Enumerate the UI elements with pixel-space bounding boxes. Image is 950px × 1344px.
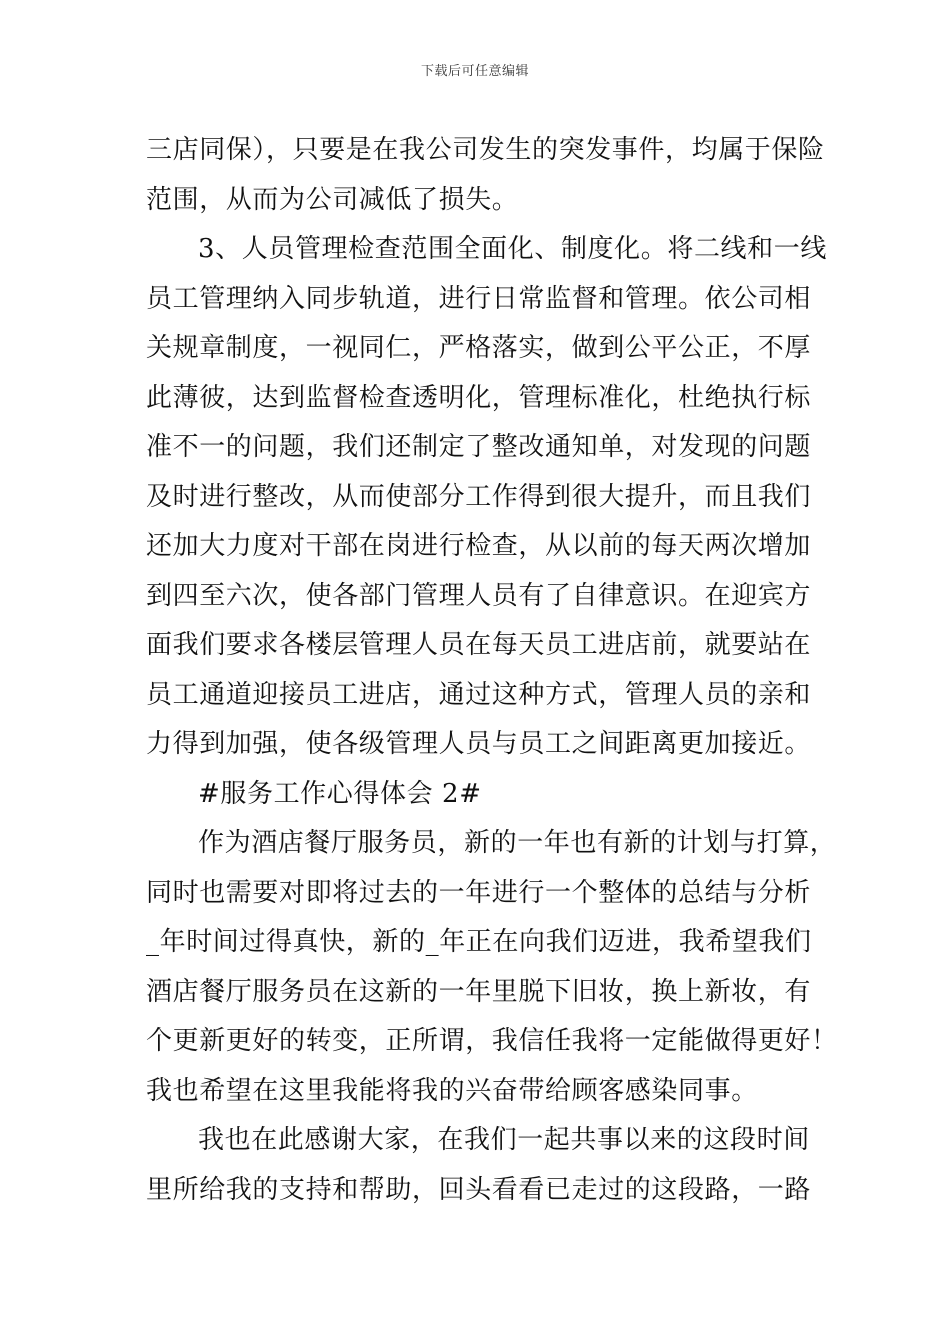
text-line: 员工管理纳入同步轨道，进行日常监督和管理。依公司相 xyxy=(146,283,812,314)
text-line: 关规章制度，一视同仁，严格落实，做到公平公正，不厚 xyxy=(146,333,812,363)
text-line: 同时也需要对即将过去的一年进行一个整体的总结与分析 xyxy=(146,877,812,908)
text-line: 还加大力度对干部在岗进行检查，从以前的每天两次增加 xyxy=(146,531,812,561)
text-line: 及时进行整改，从而使部分工作得到很大提升，而且我们 xyxy=(146,481,812,512)
text-line: 个更新更好的转变，正所谓，我信任我将一定能做得更好！ xyxy=(146,1026,838,1056)
text-line: 范围，从而为公司减低了损失。 xyxy=(146,184,519,215)
text-line: 准不一的问题，我们还制定了整改通知单，对发现的问题 xyxy=(146,432,812,462)
document-body xyxy=(146,126,838,1215)
text-line: 到四至六次，使各部门管理人员有了自律意识。在迎宾方 xyxy=(146,580,812,611)
text-line: 里所给我的支持和帮助，回头看看已走过的这段路，一路 xyxy=(146,1174,812,1205)
text-line: 酒店餐厅服务员在这新的一年里脱下旧妆，换上新妆，有 xyxy=(146,976,812,1007)
text-line: 作为酒店餐厅服务员，新的一年也有新的计划与打算， xyxy=(198,828,837,858)
text-line: 员工通道迎接员工进店，通过这种方式，管理人员的亲和 xyxy=(146,679,812,710)
text-line: 我也希望在这里我能将我的兴奋带给顾客感染同事。 xyxy=(146,1075,758,1106)
section-heading: #服务工作心得体会 2# xyxy=(198,778,482,809)
page-header-note: 下载后可任意编辑 xyxy=(420,64,529,79)
text-line: 力得到加强，使各级管理人员与员工之间距离更加接近。 xyxy=(146,729,812,759)
text-line: 我也在此感谢大家，在我们一起共事以来的这段时间 xyxy=(198,1125,810,1155)
text-line: 此薄彼，达到监督检查透明化，管理标准化，杜绝执行标 xyxy=(146,382,812,413)
text-line: 3、人员管理检查范围全面化、制度化。将二线和一线 xyxy=(198,234,827,264)
text-line: 三店同保），只要是在我公司发生的突发事件，均属于保险 xyxy=(146,135,825,165)
text-line: _年时间过得真快，新的_年正在向我们迈进，我希望我们 xyxy=(146,927,812,957)
text-line: 面我们要求各楼层管理人员在每天员工进店前，就要站在 xyxy=(146,630,812,660)
